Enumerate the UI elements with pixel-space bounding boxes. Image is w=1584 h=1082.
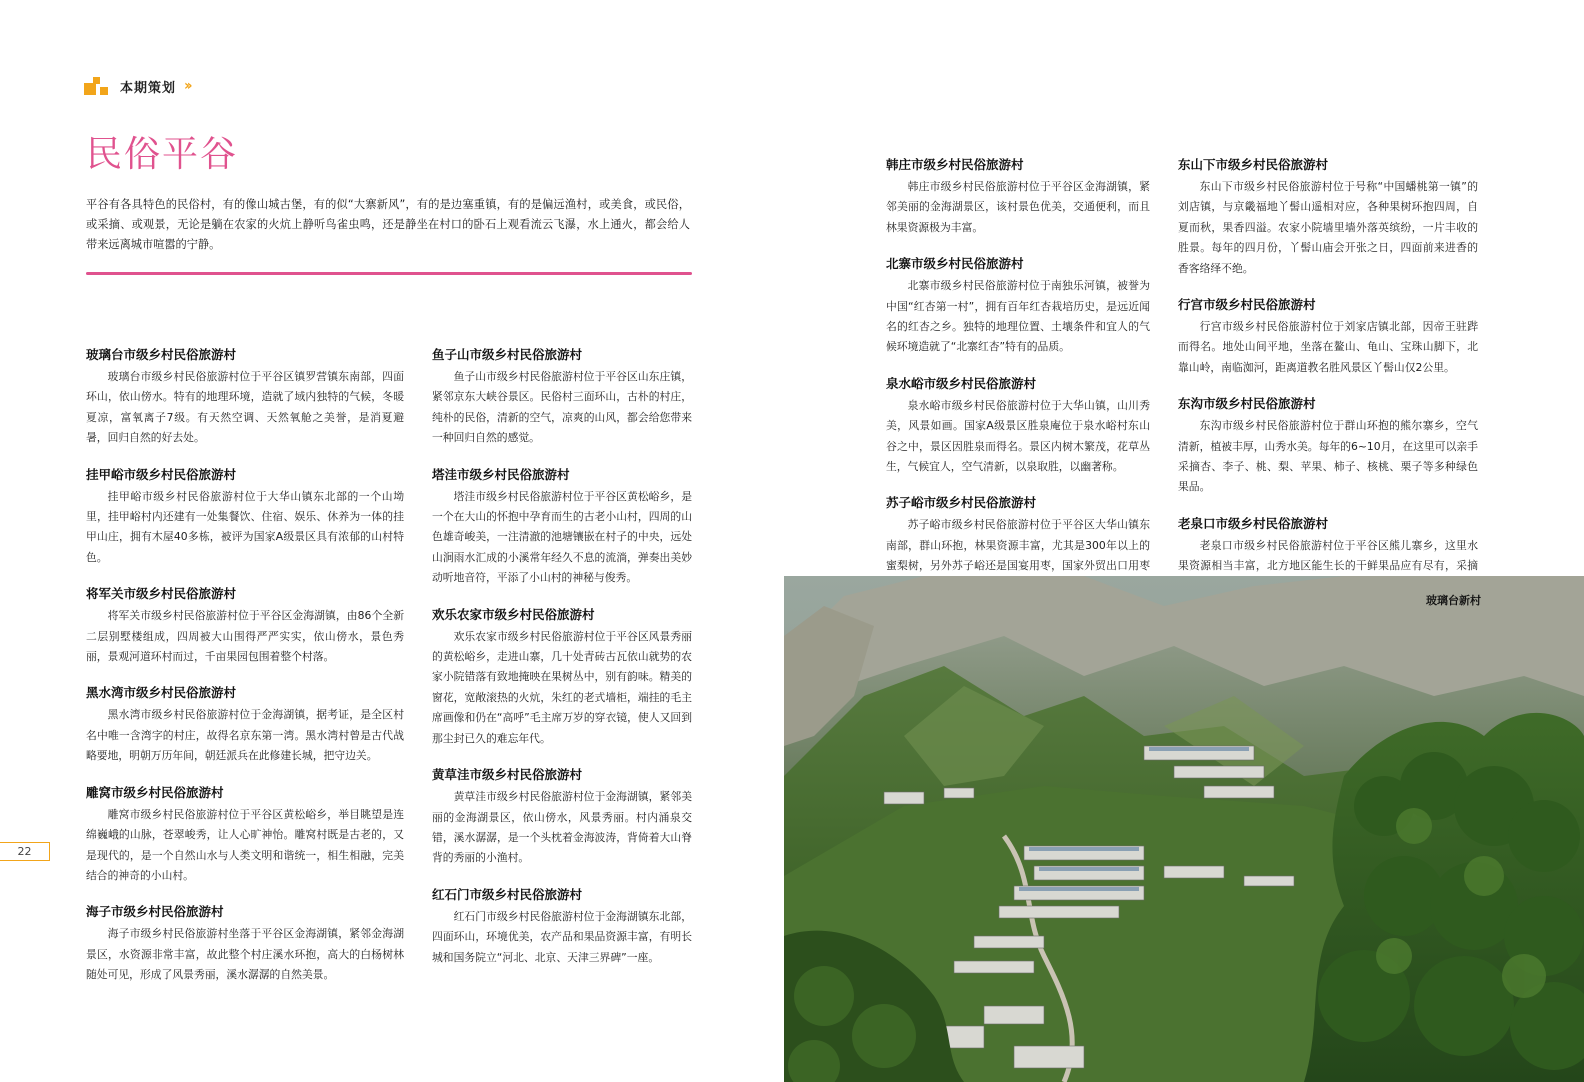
village-entry [886, 155, 1150, 238]
double-chevron-icon: ›› [184, 78, 190, 94]
village-title: 雕窝市级乡村民俗旅游村 [86, 784, 224, 800]
village-description: 黄草洼市级乡村民俗旅游村位于金海湖镇，紧邻美丽的金海湖景区，依山傍水，风景秀丽。村内涌泉交错，溪水潺潺，是一个头枕着金海波涛，背倚着大山脊背的秀丽的小渔村。 [432, 790, 692, 865]
village-title: 苏子峪市级乡村民俗旅游村 [886, 495, 1037, 511]
village-title: 将军关市级乡村民俗旅游村 [86, 586, 237, 602]
title-divider [86, 272, 692, 275]
village-title: 黄草洼市级乡村民俗旅游村 [432, 767, 583, 783]
village-description: 东山下市级乡村民俗旅游村位于号称“中国蟠桃第一镇”的刘店镇，与京畿福地丫髻山遥相对应，各种果树环抱四周，自夏而秋，果香四溢。农家小院墙里墙外落英缤纷，一片丰收的胜景。每年的四月份，丫髻山庙会开张之日，四面前来进香的香客络绎不绝。 [1178, 180, 1478, 275]
village-entry [1178, 295, 1478, 378]
village-entry [432, 465, 692, 589]
village-description: 红石门市级乡村民俗旅游村位于金海湖镇东北部，四面环山，环境优美，农产品和果品资源丰富，有明长城和国务院立“河北、北京、天津三界碑”一座。 [432, 909, 692, 964]
village-entry [86, 902, 404, 985]
village-entry [86, 465, 404, 569]
village-description: 塔洼市级乡村民俗旅游村位于平谷区黄松峪乡，是一个在大山的怀抱中孕育而生的古老小山村，四周的山色雄奇峻美，一注清澈的池塘镶嵌在村子的中央，远处山涧雨水汇成的小溪常年经久不息的流淌，弹奏出美妙动听地音符，平添了小山村的神秘与俊秀。 [432, 489, 692, 585]
village-entry [86, 683, 404, 766]
page-number: 22 [0, 842, 50, 861]
article-column-3 [886, 155, 1150, 613]
village-description: 苏子峪市级乡村民俗旅游村位于平谷区大华山镇东南部，群山环抱，林果资源丰富，尤其是300年以上的蜜梨树，另外苏子峪还是国宴用枣，国家外贸出口用枣 [886, 518, 1150, 573]
village-description: 海子市级乡村民俗旅游村坐落于平谷区金海湖镇，紧邻金海湖景区，水资源非常丰富，故此整个村庄溪水环抱，高大的白杨树林随处可见，形成了风景秀丽，溪水潺潺的自然美景。 [86, 927, 404, 982]
village-title: 东山下市级乡村民俗旅游村 [1178, 157, 1329, 172]
village-title: 欢乐农家市级乡村民俗旅游村 [432, 606, 595, 622]
village-entry [86, 584, 404, 667]
article-column-1 [86, 345, 404, 1002]
intro-paragraph: 平谷有各具特色的民俗村，有的像山城古堡，有的似“大寨新风”，有的是边塞重镇，有的是偏远渔村，或美食，或民俗，或采摘、或观景，无论是躺在农家的火炕上静听鸟雀虫鸣，还是静坐在村口的卧石上观看流云飞瀑，水上通火，都会给人带来远离城市喧嚣的宁静。 [86, 198, 690, 251]
village-title: 黑水湾市级乡村民俗旅游村 [86, 685, 237, 701]
article-column-2 [432, 345, 692, 984]
village-description: 雕窝市级乡村民俗旅游村位于平谷区黄松峪乡，举目眺望是连绵巍峨的山脉，苍翠峻秀，让人心旷神怡。雕窝村既是古老的，又是现代的，是一个自然山水与人类文明和谐统一，相生相融，完美结合的神奇的小山村。 [86, 807, 404, 882]
magazine-logo-icon [84, 77, 112, 95]
village-title: 鱼子山市级乡村民俗旅游村 [432, 347, 583, 362]
village-description: 黑水湾市级乡村民俗旅游村位于金海湖镇，据考证，是全区村名中唯一含湾字的村庄，故得名京东第一湾。黑水湾村曾是古代战略要地，明朝万历年间，朝廷派兵在此修建长城，把守边关。 [86, 708, 404, 763]
village-description: 鱼子山市级乡村民俗旅游村位于平谷区山东庄镇，紧邻京东大峡谷景区。民俗村三面环山，古朴的村庄，纯朴的民俗，清新的空气，凉爽的山风，都会给您带来一种回归自然的感觉。 [432, 370, 692, 445]
village-entry [432, 765, 692, 869]
village-entry [886, 374, 1150, 478]
village-entry [432, 885, 692, 968]
village-description: 玻璃台市级乡村民俗旅游村位于平谷区镇罗营镇东南部，四面环山，依山傍水。特有的地理环境，造就了域内独特的气候，冬暖夏凉，富氧离子7级。有天然空调、天然氧舱之美誉，是消夏避暑，回归自然的好去处。 [86, 370, 404, 445]
village-title: 韩庄市级乡村民俗旅游村 [886, 157, 1024, 172]
village-description: 北寨市级乡村民俗旅游村位于南独乐河镇，被誉为中国“红杏第一村”，拥有百年红杏栽培历史，是远近闻名的红杏之乡。独特的地理位置、土壤条件和宜人的气候环境造就了“北寨红杏”特有的品质。 [886, 279, 1150, 354]
village-entry [1178, 155, 1478, 279]
village-title: 玻璃台市级乡村民俗旅游村 [86, 347, 237, 362]
section-label [84, 76, 190, 96]
village-title: 海子市级乡村民俗旅游村 [86, 904, 224, 920]
village-description: 挂甲峪市级乡村民俗旅游村位于大华山镇东北部的一个山坳里，挂甲峪村内还建有一处集餐饮、住宿、娱乐、休养为一体的挂甲山庄，拥有木屋40多栋，被评为国家A级景区具有浓郁的山村特色。 [86, 489, 404, 564]
village-entry [86, 783, 404, 887]
village-entry [432, 605, 692, 749]
photo-caption: 玻璃台新村 [1426, 594, 1481, 607]
village-title: 红石门市级乡村民俗旅游村 [432, 886, 583, 902]
village-description: 东沟市级乡村民俗旅游村位于群山环抱的熊尔寨乡，空气清新，植被丰厚，山秀水美。每年的6~10月，在这里可以亲手采摘杏、李子、桃、梨、苹果、柿子、核桃、栗子等多种绿色果品。 [1178, 419, 1478, 494]
village-title: 北寨市级乡村民俗旅游村 [886, 256, 1024, 272]
village-title: 挂甲峪市级乡村民俗旅游村 [86, 466, 237, 482]
village-entry [1178, 394, 1478, 498]
village-description: 欢乐农家市级乡村民俗旅游村位于平谷区风景秀丽的黄松峪乡，走进山寨，几十处青砖古瓦依山就势的农家小院错落有致地掩映在果树丛中，别有韵味。精美的窗花，宽敞滚热的火炕，朱红的老式墙柜，端挂的毛主席画像和仍在“高呼”毛主席万岁的穿衣镜，使人又回到那尘封已久的难忘年代。 [432, 629, 692, 745]
village-entry [886, 254, 1150, 358]
village-entry [432, 345, 692, 449]
article-column-4 [1178, 155, 1478, 613]
village-title: 行宫市级乡村民俗旅游村 [1178, 297, 1316, 313]
village-description: 老泉口市级乡村民俗旅游村位于平谷区熊儿寨乡，这里水果资源相当丰富，北方地区能生长的干鲜果品应有尽有，采摘 [1178, 538, 1478, 573]
village-title: 塔洼市级乡村民俗旅游村 [432, 466, 570, 482]
village-entry [86, 345, 404, 449]
village-description: 行宫市级乡村民俗旅游村位于刘家店镇北部，因帝王驻跸而得名。地处山间平地，坐落在鳌山、龟山、宝珠山脚下，北靠山岭，南临洳河，距离道教名胜风景区丫髻山仅2公里。 [1178, 320, 1478, 374]
village-description: 将军关市级乡村民俗旅游村位于平谷区金海湖镇，由86个全新二层别墅楼组成，四周被大山围得严严实实，依山傍水，景色秀丽，景观河道环村而过，千亩果园包围着整个村落。 [86, 609, 404, 664]
village-title: 泉水峪市级乡村民俗旅游村 [886, 375, 1037, 391]
village-title: 东沟市级乡村民俗旅游村 [1178, 396, 1316, 412]
village-landscape-photo [784, 576, 1584, 1082]
page-title: 民俗平谷 [86, 134, 239, 175]
village-description: 韩庄市级乡村民俗旅游村位于平谷区金海湖镇，紧邻美丽的金海湖景区，该村景色优美，交通便利，而且林果资源极为丰富。 [886, 180, 1150, 234]
village-description: 泉水峪市级乡村民俗旅游村位于大华山镇，山川秀美，风景如画。国家A级景区胜泉庵位于泉水峪村东山谷之中，景区因胜泉而得名。景区内树木繁茂，花草丛生，气候宜人，空气清新，以泉取胜，以幽著称。 [886, 398, 1150, 474]
village-title: 老泉口市级乡村民俗旅游村 [1178, 515, 1329, 531]
section-title: 本期策划 [120, 80, 177, 96]
